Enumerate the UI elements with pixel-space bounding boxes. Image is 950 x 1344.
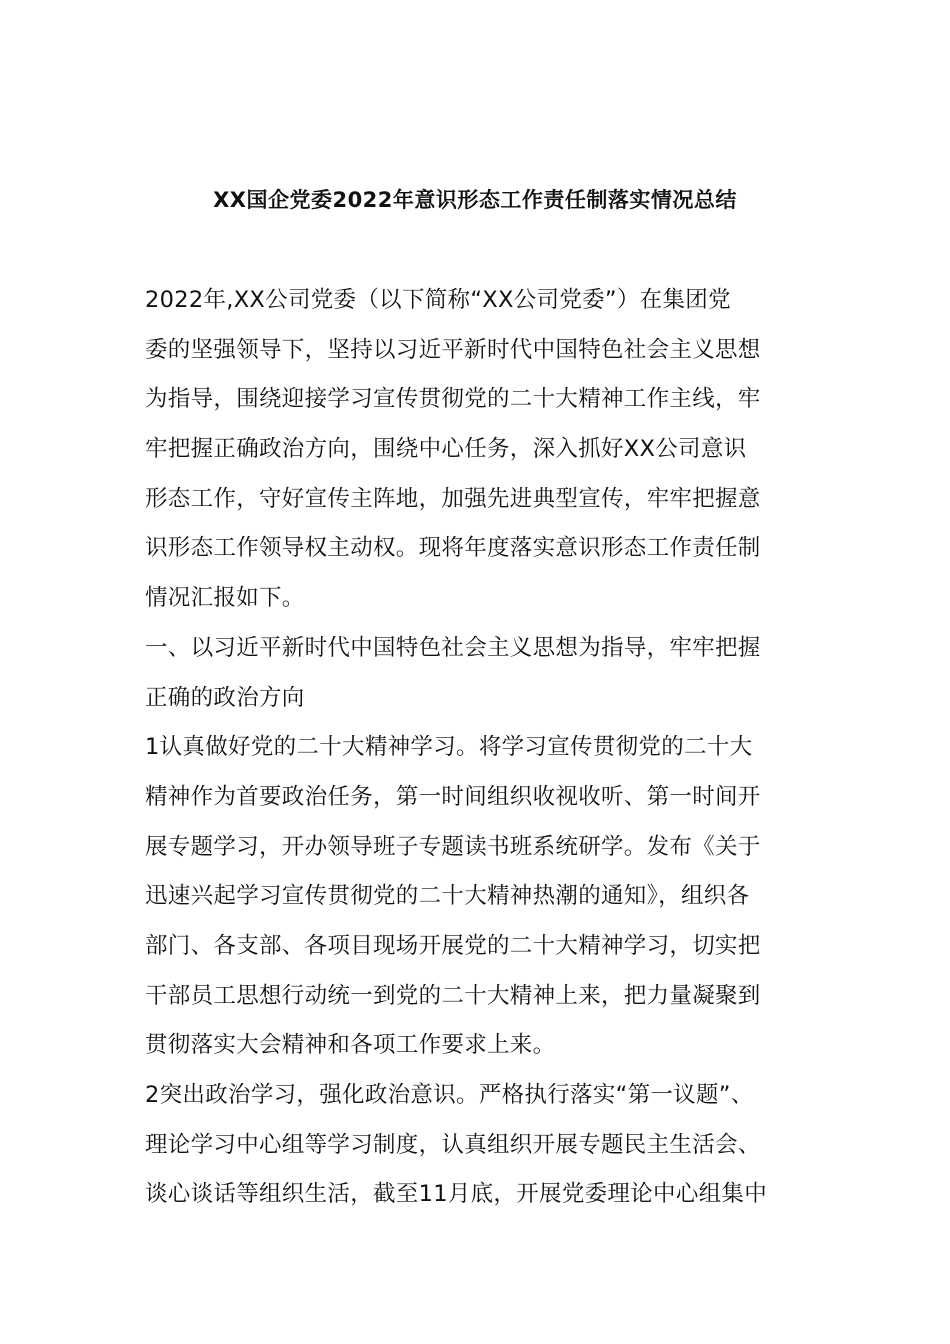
body-line: 展专题学习，开办领导班子专题读书班系统研学。发布《关于 bbox=[145, 833, 761, 860]
body-line: 识形态工作领导权主动权。现将年度落实意识形态工作责任制 bbox=[145, 535, 761, 562]
body-line: 1认真做好党的二十大精神学习。将学习宣传贯彻党的二十大 bbox=[145, 734, 753, 761]
document-body bbox=[145, 282, 825, 1226]
body-line: 牢把握正确政治方向，围绕中心任务，深入抓好XX公司意识 bbox=[145, 436, 747, 463]
body-line: 贯彻落实大会精神和各项工作要求上来。 bbox=[145, 1032, 556, 1059]
body-line: 2突出政治学习，强化政治意识。严格执行落实“第一议题”、 bbox=[145, 1082, 754, 1108]
body-line: 情况汇报如下。 bbox=[145, 585, 305, 612]
body-line: 精神作为首要政治任务，第一时间组织收视收听、第一时间开 bbox=[145, 783, 761, 810]
body-line: 委的坚强领导下，坚持以习近平新时代中国特色社会主义思想 bbox=[145, 336, 761, 363]
body-line: 迅速兴起学习宣传贯彻党的二十大精神热潮的通知》，组织各 bbox=[145, 883, 750, 910]
body-line: 谈心谈话等组织生活，截至11月底，开展党委理论中心组集中 bbox=[145, 1181, 768, 1208]
document-title: XX国企党委2022年意识形态工作责任制落实情况总结 bbox=[213, 188, 737, 212]
body-line: 理论学习中心组等学习制度，认真组织开展专题民主生活会、 bbox=[145, 1131, 761, 1158]
section-heading-line: 一、以习近平新时代中国特色社会主义思想为指导，牢牢把握 bbox=[145, 634, 761, 661]
body-line: 形态工作，守好宣传主阵地，加强先进典型宣传，牢牢把握意 bbox=[145, 485, 761, 512]
body-line: 2022年,XX公司党委（以下简称“XX公司党委”）在集团党 bbox=[145, 287, 731, 313]
section-heading-line: 正确的政治方向 bbox=[145, 684, 305, 711]
body-line: 干部员工思想行动统一到党的二十大精神上来，把力量凝聚到 bbox=[145, 982, 761, 1009]
body-line: 为指导，围绕迎接学习宣传贯彻党的二十大精神工作主线，牢 bbox=[145, 386, 761, 413]
body-line: 部门、各支部、各项目现场开展党的二十大精神学习，切实把 bbox=[145, 932, 761, 959]
